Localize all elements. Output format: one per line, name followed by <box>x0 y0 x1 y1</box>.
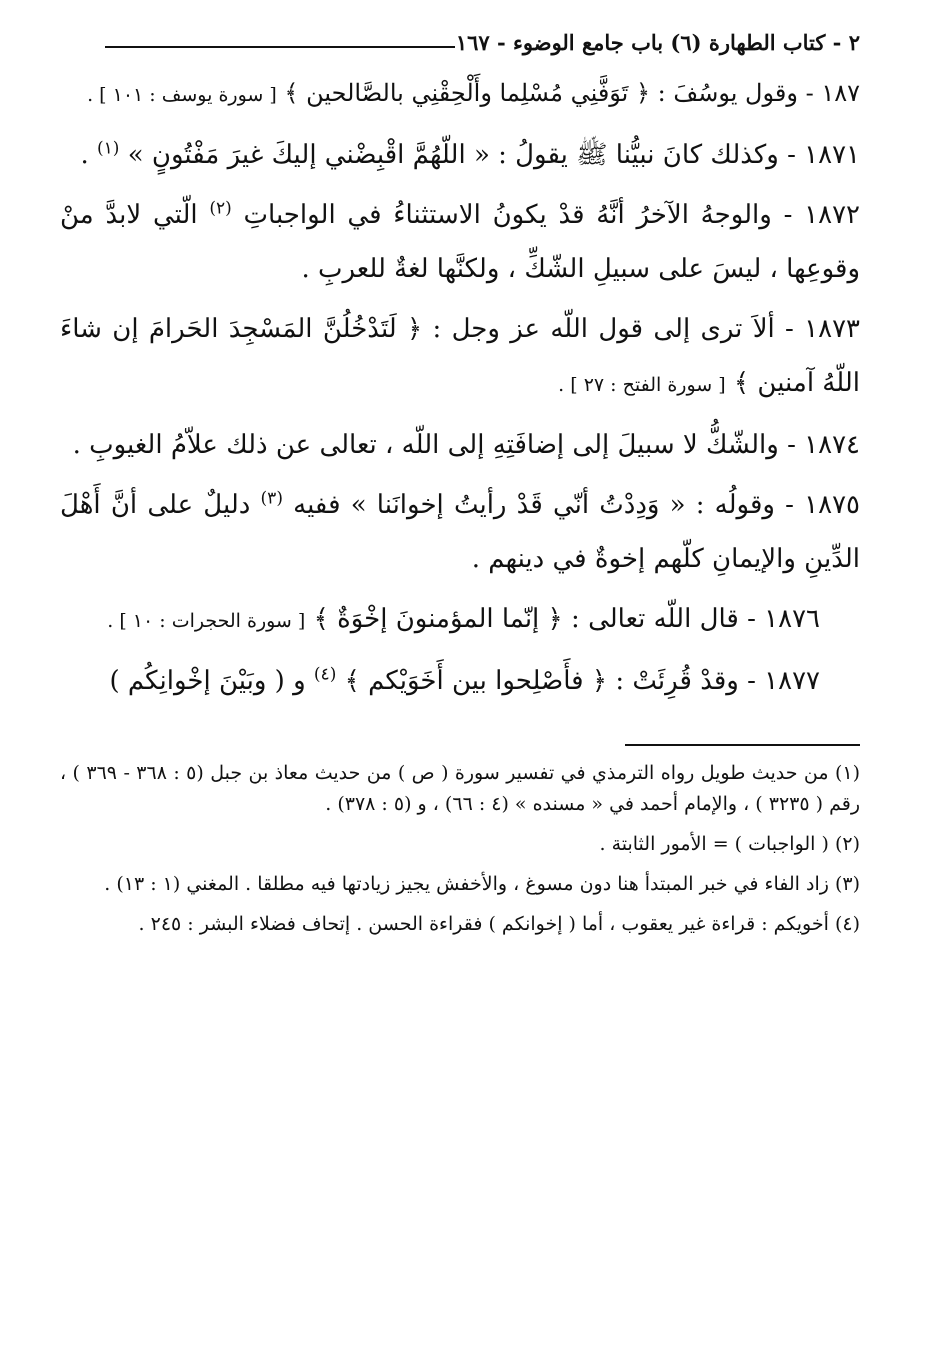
paragraph-1872: ١٨٧٢ - والوجهُ الآخرُ أنَّهُ قدْ يكونُ الاستثناءُ في الواجباتِ $^{(٢)}$ الّتي لابدَّ منْ وقوعِها ، ليسَ على سبيلِ الشّكِّ ، ولكنَّها لغةٌ للعربِ . <box>60 198 860 284</box>
paragraph-1871: ١٨٧١ - وكذلك كانَ نبيُّنا ﷺ يقولُ : « اللّهُمَّ اقْبِضْني إليكَ غيرَ مَفْتُونٍ » $^{(١)}$ . <box>80 138 860 170</box>
paragraph-1875: ١٨٧٥ - وقولُه : « وَدِدْتُ أنّي قَدْ رأيتُ إخوانَنا » ففيه $^{(٣)}$ دليلٌ على أنَّ أَهْلَ الدِّينِ والإيمانِ كلّهم إخوةٌ في دينهم . <box>60 488 860 574</box>
quran-citation: [ سورة يوسف : ١٠١ ] . <box>87 84 277 106</box>
header-title: ٢ - كتاب الطهارة (٦) باب جامع الوضوء - ١٦٧ <box>455 30 860 55</box>
footnote-ref-4[interactable]: (٤) <box>313 664 337 685</box>
paragraph-1870: ١٨٧ - وقول يوسُفَ : ﴿ تَوَفَّنِي مُسْلِما وأَلْحِقْنِي بالصَّالحين ﴾ [ سورة يوسف : ١٠١ ] . <box>87 79 860 107</box>
quran-citation: [ سورة الفتح : ٢٧ ] . <box>558 374 726 396</box>
running-header <box>60 22 860 66</box>
footnotes <box>60 758 860 940</box>
footnote-1: (١) من حديث طويل رواه الترمذي في تفسير سورة ( ص ) من حديث معاذ بن جبل (٥ : ٣٦٨ - ٣٦٩ ) ، رقم ( ٣٢٣٥ ) ، والإمام أحمد في « مسنده » (٤ : ٦٦) ، و (٥ : ٣٧٨) . <box>60 762 860 815</box>
footnote-3: (٣) زاد الفاء في خبر المبتدأ هنا دون مسوغ ، والأخفش يجيز زيادتها فيه مطلقا . المغني (١ : ١٣) . <box>104 873 860 895</box>
paragraph-1877: ١٨٧٧ - وقدْ قُرِئَتْ : ﴿ فأَصْلِحوا بين أَخَوَيْكم ﴾ $^{(٤)}$ و ( وبَيْنَ إخْوانِكُم ) <box>109 664 820 696</box>
footnote-ref-1[interactable]: (١) <box>97 138 120 159</box>
paragraph-1873: ١٨٧٣ - ألاَ ترى إلى قول اللّه عز وجل : ﴿ لَتَدْخُلُنَّ المَسْجِدَ الحَرامَ إن شاءَ اللّهُ آمنين ﴾ [ سورة الفتح : ٢٧ ] . <box>60 314 860 398</box>
book-page <box>60 22 860 949</box>
paragraph-1876: ١٨٧٦ - قال اللّه تعالى : ﴿ إنّما المؤمنونَ إخْوَةٌ ﴾ [ سورة الحجرات : ١٠ ] . <box>107 604 820 634</box>
footnote-separator <box>625 744 860 746</box>
footnote-ref-2[interactable]: (٢) <box>209 198 232 219</box>
footnote-ref-3[interactable]: (٣) <box>260 488 283 509</box>
footnote-4: (٤) أخويكم : قراءة غير يعقوب ، أما ( إخوانكم ) فقراءة الحسن . إتحاف فضلاء البشر : ٢٤٥ . <box>138 913 860 935</box>
main-text <box>60 66 860 708</box>
paragraph-1874: ١٨٧٤ - والشّكُّ لا سبيلَ إلى إضافَتِهِ إلى اللّه ، تعالى عن ذلك علاّمُ الغيوبِ . <box>72 430 860 460</box>
quran-citation: [ سورة الحجرات : ١٠ ] . <box>107 610 306 632</box>
header-rule <box>105 46 455 48</box>
footnote-2: (٢) ( الواجبات ) = الأمور الثابتة . <box>599 833 860 855</box>
